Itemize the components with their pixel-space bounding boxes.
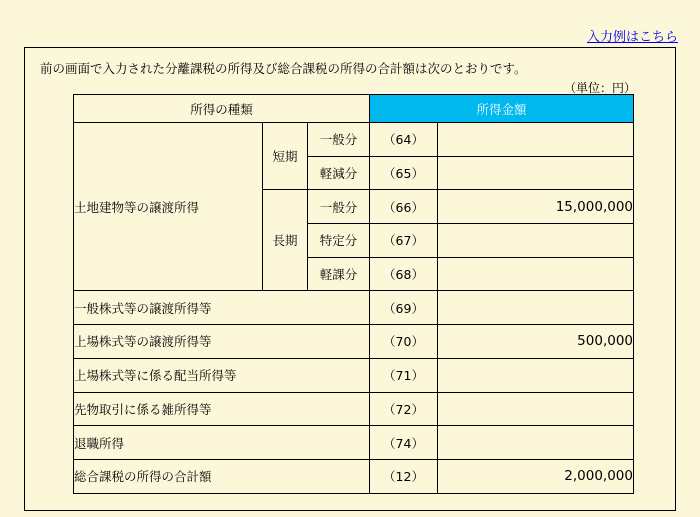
line-code: （74） <box>370 426 438 460</box>
income-type-label: 先物取引に係る雑所得等 <box>74 392 370 426</box>
line-code: （65） <box>370 156 438 190</box>
table-row <box>74 392 634 426</box>
subcategory-label: 軽減分 <box>308 156 370 190</box>
amount-value: 15,000,000 <box>438 190 634 224</box>
income-type-label: 上場株式等に係る配当所得等 <box>74 358 370 392</box>
line-code: （69） <box>370 291 438 325</box>
table-row <box>74 426 634 460</box>
subcategory-label: 特定分 <box>308 224 370 258</box>
subcategory-label: 軽課分 <box>308 257 370 291</box>
table-row <box>74 291 634 325</box>
table-header-row <box>74 95 634 123</box>
header-income-amount: 所得金額 <box>370 95 634 123</box>
amount-value <box>438 257 634 291</box>
amount-value <box>438 224 634 258</box>
line-code: （70） <box>370 325 438 359</box>
amount-value <box>438 291 634 325</box>
line-code: （12） <box>370 459 438 493</box>
income-type-label: 上場株式等の譲渡所得等 <box>74 325 370 359</box>
amount-value <box>438 392 634 426</box>
amount-value <box>438 358 634 392</box>
line-code: （71） <box>370 358 438 392</box>
long-term-label: 長期 <box>263 190 308 291</box>
line-code: （64） <box>370 123 438 157</box>
example-link[interactable]: 入力例はこちら <box>586 30 678 45</box>
line-code: （72） <box>370 392 438 426</box>
table-row <box>74 358 634 392</box>
line-code: （68） <box>370 257 438 291</box>
total-income-label: 総合課税の所得の合計額 <box>74 459 370 493</box>
subcategory-label: 一般分 <box>308 190 370 224</box>
land-building-label: 土地建物等の譲渡所得 <box>74 123 263 291</box>
line-code: （66） <box>370 190 438 224</box>
table-row <box>74 123 634 157</box>
amount-value <box>438 123 634 157</box>
income-type-label: 退職所得 <box>74 426 370 460</box>
line-code: （67） <box>370 224 438 258</box>
total-amount-value: 2,000,000 <box>438 459 634 493</box>
short-term-label: 短期 <box>263 123 308 190</box>
unit-label: （単位：円） <box>563 81 636 95</box>
table-row <box>74 325 634 359</box>
income-summary-panel <box>24 47 676 511</box>
amount-value: 500,000 <box>438 325 634 359</box>
income-type-label: 一般株式等の譲渡所得等 <box>74 291 370 325</box>
table-row <box>74 459 634 493</box>
income-table <box>73 94 634 494</box>
amount-value <box>438 426 634 460</box>
subcategory-label: 一般分 <box>308 123 370 157</box>
header-income-type: 所得の種類 <box>74 95 370 123</box>
amount-value <box>438 156 634 190</box>
intro-text: 前の画面で入力された分離課税の所得及び総合課税の所得の合計額は次のとおりです。 <box>40 61 527 76</box>
